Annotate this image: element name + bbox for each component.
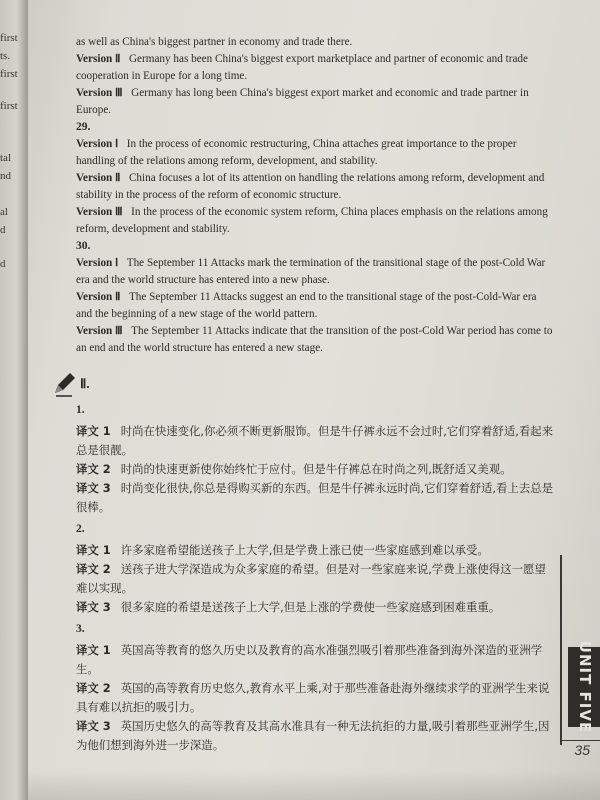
page-content	[76, 34, 554, 755]
translation-text: 时尚的快速更新使你始终忙于应付。但是牛仔裤总在时尚之列,既舒适又美观。	[120, 462, 512, 476]
item-number: 2.	[76, 523, 85, 535]
translation-block	[76, 598, 554, 617]
version-block	[76, 170, 554, 204]
version-label: Version Ⅱ	[76, 53, 121, 65]
version-block	[76, 289, 554, 323]
translation-block	[76, 679, 554, 717]
version-text: In the process of economic restructuring, China attaches great importance to the proper handling of the relations among reform, development, and stability.	[76, 138, 517, 167]
translation-block	[76, 422, 554, 460]
version-text: Germany has long been China's biggest export market and economic and trade partner in Europe.	[76, 87, 529, 116]
chinese-translations	[76, 401, 554, 755]
margin-fragment: d	[0, 258, 6, 270]
translation-text: 英国历史悠久的高等教育及其高水准具有一种无法抗拒的力量,吸引着那些亚洲学生,因为他们想到海外进一步深造。	[76, 719, 550, 752]
margin-fragment: tal	[0, 152, 11, 164]
translation-block	[76, 460, 554, 479]
translation-label: 译文 2	[76, 462, 111, 476]
version-label: Version Ⅰ	[76, 138, 119, 150]
margin-fragment: ts.	[0, 50, 11, 62]
unit-side-tab	[560, 555, 600, 745]
translation-label: 译文 2	[76, 562, 111, 576]
version-label: Version Ⅲ	[76, 87, 123, 99]
pencil-icon	[52, 371, 78, 397]
translation-text: 送孩子进大学深造成为众多家庭的希望。但是对一些家庭来说,学费上涨使得这一愿望难以实现。	[76, 562, 546, 595]
version-text: China focuses a lot of its attention on handling the relations among reform, development and stability in the process of the reform of economic structure.	[76, 172, 545, 201]
item-number: 1.	[76, 404, 85, 416]
translation-label: 译文 1	[76, 424, 111, 438]
translation-label: 译文 3	[76, 719, 111, 733]
translation-label: 译文 3	[76, 600, 111, 614]
translation-block	[76, 541, 554, 560]
translation-text: 英国的高等教育历史悠久,教育水平上乘,对于那些准备赴海外继续求学的亚洲学生来说具有难以抗拒的吸引力。	[76, 681, 550, 714]
version-label: Version Ⅱ	[76, 172, 121, 184]
version-label: Version Ⅰ	[76, 257, 119, 269]
unit-label: UNIT FIVE	[576, 640, 595, 734]
facing-page-edge	[0, 0, 28, 800]
translation-block	[76, 641, 554, 679]
english-translations	[76, 34, 554, 357]
translation-text: 时尚在快速变化,你必须不断更新服饰。但是牛仔裤永远不会过时,它们穿着舒适,看起来总是很靓。	[76, 424, 554, 457]
translation-text: 英国高等教育的悠久历史以及教育的高水准强烈吸引着那些准备到海外深造的亚洲学生。	[76, 643, 543, 676]
translation-label: 译文 1	[76, 643, 111, 657]
translation-text: 很多家庭的希望是送孩子上大学,但是上涨的学费使一些家庭感到困难重重。	[120, 600, 501, 614]
version-text: The September 11 Attacks indicate that the transition of the post-Cold War period has come to an end and the world structure has entered a new stage.	[76, 325, 553, 354]
version-block	[76, 85, 554, 119]
version-text: The September 11 Attacks mark the termination of the transitional stage of the post-Cold War era and the world structure has entered into a new phase.	[76, 257, 546, 286]
version-block	[76, 136, 554, 170]
version-block	[76, 204, 554, 238]
translation-block	[76, 717, 554, 755]
version-text: In the process of the economic system reform, China places emphasis on the relations among reform, development and stability.	[76, 206, 548, 235]
continuation-line: as well as China's biggest partner in economy and trade there.	[76, 36, 353, 48]
section-label: Ⅱ.	[80, 375, 90, 391]
item-number: 30.	[76, 240, 91, 252]
item-number: 3.	[76, 623, 85, 635]
translation-label: 译文 1	[76, 543, 111, 557]
translation-text: 时尚变化很快,你总是得购买新的东西。但是牛仔裤永远时尚,它们穿着舒适,看上去总是很棒。	[76, 481, 554, 514]
version-block	[76, 255, 554, 289]
version-text: Germany has been China's biggest export marketplace and partner of economic and trade cooperation in Europe for a long time.	[76, 53, 528, 82]
unit-label-bar	[568, 640, 600, 734]
page-number: 35	[574, 742, 590, 758]
section-header	[52, 371, 554, 397]
translation-label: 译文 2	[76, 681, 111, 695]
item-number: 29.	[76, 121, 91, 133]
version-block	[76, 51, 554, 85]
page-number-rule	[560, 740, 600, 741]
version-block	[76, 323, 554, 357]
margin-fragment: nd	[0, 170, 11, 182]
margin-fragment: first	[0, 32, 18, 44]
margin-fragment: al	[0, 206, 8, 218]
translation-block	[76, 560, 554, 598]
version-text: The September 11 Attacks suggest an end to the transitional stage of the post-Cold-War era and the beginning of a new stage of the world pattern.	[76, 291, 537, 320]
translation-text: 许多家庭希望能送孩子上大学,但是学费上涨已使一些家庭感到难以承受。	[120, 543, 489, 557]
margin-fragment: first	[0, 100, 18, 112]
translation-block	[76, 479, 554, 517]
book-page	[28, 0, 600, 800]
version-label: Version Ⅱ	[76, 291, 121, 303]
margin-fragment: d	[0, 224, 6, 236]
version-label: Version Ⅲ	[76, 325, 123, 337]
page-shadow	[28, 770, 600, 800]
version-label: Version Ⅲ	[76, 206, 123, 218]
margin-fragment: first	[0, 68, 18, 80]
translation-label: 译文 3	[76, 481, 111, 495]
